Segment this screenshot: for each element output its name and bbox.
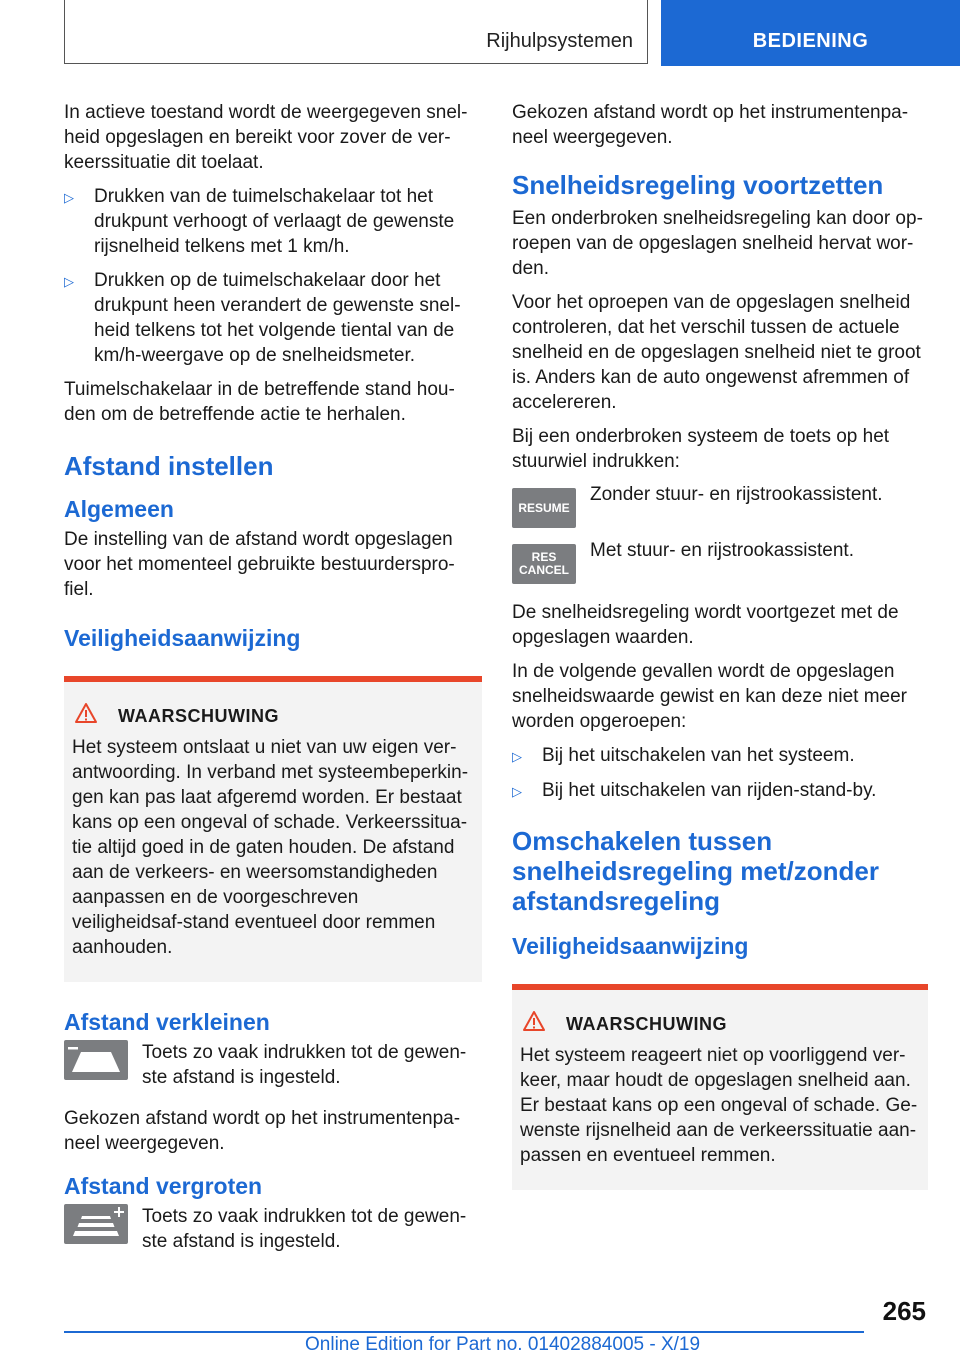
heading-algemeen: Algemeen <box>64 496 174 522</box>
section-title: Rijhulpsystemen <box>486 30 633 52</box>
rescancel-button-icon <box>512 544 576 584</box>
right-column <box>512 100 928 1216</box>
resume-button-icon <box>512 488 576 528</box>
warning-header <box>520 1010 920 1039</box>
warning-header <box>72 702 474 731</box>
chapter-tab <box>661 0 960 66</box>
list-item <box>512 743 928 769</box>
distance-decrease-text: Toets zo vaak indrukken tot de gewen-ste afstand is ingesteld. <box>142 1042 467 1088</box>
paragraph: Voor het oproepen van de opgeslagen snelheid controleren, dat het verschil tussen de actuele snelheid en de opgeslagen snelheid niet te groot is. Anders kan de auto ongewenst afremmen of accelereren. <box>512 292 921 413</box>
heading-veiligheidsaanwijzing: Veiligheidsaanwijzing <box>64 625 301 651</box>
paragraph: In actieve toestand wordt de weergegeven snel-heid opgeslagen en bereikt voor zover de ver-keerssituatie dit toelaat. <box>64 102 468 173</box>
list-item-text: Drukken op de tuimelschakelaar door het drukpunt heen verandert de gewenste snel-heid telkens tot het volgende tiental van de km/h-weergave op de snelheidsmeter. <box>94 270 461 366</box>
paragraph: De instelling van de afstand wordt opgeslagen voor het momenteel gebruikte bestuurderspro-fiel. <box>64 529 455 600</box>
list-item <box>64 184 482 259</box>
paragraph: Gekozen afstand wordt op het instrumentenpa-neel weergegeven. <box>64 1108 461 1154</box>
distance-increase-button-icon <box>64 1204 128 1244</box>
triangle-bullet-icon: ▷ <box>512 784 522 799</box>
list-item-text: Bij het uitschakelen van het systeem. <box>542 745 855 766</box>
warning-text: Het systeem ontslaat u niet van uw eigen ver-antwoording. In verband met systeembeperkin-gen kan pas laat afgeremd worden. Er bestaat kans op een ongeval of schade. Verkeerssitua-tie altijd goed in de gaten houden. De afstand aan de verkeers- en weersomstandigheden aanpassen en de voorgeschreven veiligheidsaf-stand eventueel door remmen aanhouden. <box>72 737 469 958</box>
left-column <box>64 100 482 1270</box>
chapter-title: BEDIENING <box>752 30 869 52</box>
distance-increase-row <box>64 1204 482 1254</box>
paragraph: Bij een onderbroken systeem de toets op het stuurwiel indrukken: <box>512 426 890 472</box>
triangle-bullet-icon: ▷ <box>64 274 74 289</box>
warning-title: WAARSCHUWING <box>566 1014 727 1034</box>
warning-box <box>512 984 928 1190</box>
paragraph: In de volgende gevallen wordt de opgeslagen snelheidswaarde gewist en kan deze niet meer worden opgeroepen: <box>512 661 908 732</box>
page-number: 265 <box>882 1296 926 1326</box>
paragraph: De snelheidsregeling wordt voortgezet met de opgeslagen waarden. <box>512 602 899 648</box>
paragraph: Tuimelschakelaar in de betreffende stand hou-den om de betreffende actie te herhalen. <box>64 379 455 425</box>
distance-decrease-row <box>64 1040 482 1090</box>
heading-afstand-vergroten: Afstand vergroten <box>64 1173 263 1199</box>
paragraph: Een onderbroken snelheidsregeling kan door op-roepen van de opgeslagen snelheid hervat wor-den. <box>512 208 923 279</box>
distance-increase-text: Toets zo vaak indrukken tot de gewen-ste afstand is ingesteld. <box>142 1206 467 1252</box>
warning-box <box>64 676 482 982</box>
warning-title: WAARSCHUWING <box>118 706 279 726</box>
resume-button-label: RESUME <box>518 500 570 515</box>
footer-divider <box>64 1331 864 1333</box>
page-header <box>0 0 960 66</box>
triangle-bullet-icon: ▷ <box>64 190 74 205</box>
distance-decrease-button-icon <box>64 1040 128 1080</box>
rescancel-label-line-2: CANCEL <box>519 563 569 577</box>
paragraph: Gekozen afstand wordt op het instrumentenpa-neel weergegeven. <box>512 102 909 148</box>
rescancel-row <box>512 540 928 584</box>
heading-afstand-verkleinen: Afstand verkleinen <box>64 1009 270 1035</box>
warning-triangle-icon <box>72 702 118 731</box>
heading-snelheidsregeling-voortzetten: Snelheidsregeling voortzetten <box>512 170 884 200</box>
list-item <box>64 268 482 368</box>
rescancel-text: Met stuur- en rijstrookassistent. <box>590 540 854 561</box>
list-item <box>512 778 928 804</box>
section-tab <box>64 0 648 64</box>
triangle-bullet-icon: ▷ <box>512 749 522 764</box>
warning-text: Het systeem reageert niet op voorliggend ver-keer, maar houdt de opgeslagen snelheid aan. Er bestaat kans op een ongeval of schade. Ge-wenste rijsnelheid aan de verkeerssituatie aan-passen en eventueel remmen. <box>520 1045 918 1166</box>
heading-veiligheidsaanwijzing-2: Veiligheidsaanwijzing <box>512 933 749 959</box>
footer-edition: Online Edition for Part no. 01402884005 - X/19 <box>305 1334 701 1355</box>
warning-triangle-icon <box>520 1010 566 1039</box>
heading-omschakelen: Omschakelen tussen snelheidsregeling met/zonder afstandsregeling <box>512 826 879 916</box>
rescancel-label-line-1: RES <box>531 550 557 564</box>
resume-row <box>512 484 928 528</box>
list-item-text: Drukken van de tuimelschakelaar tot het drukpunt verhoogt of verlaagt de gewenste rijsnelheid telkens met 1 km/h. <box>94 186 455 257</box>
resume-text: Zonder stuur- en rijstrookassistent. <box>590 484 883 505</box>
heading-afstand-instellen: Afstand instellen <box>64 451 274 481</box>
list-item-text: Bij het uitschakelen van rijden-stand-by. <box>542 780 877 801</box>
